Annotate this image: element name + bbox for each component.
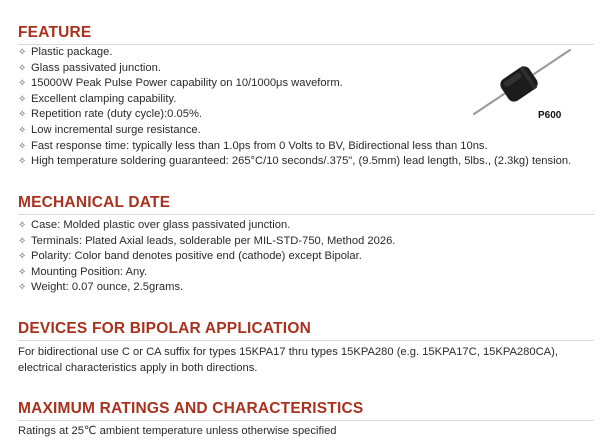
bullet-icon: ✧ <box>18 93 27 105</box>
ratings-heading: MAXIMUM RATINGS AND CHARACTERISTICS <box>18 400 364 417</box>
bullet-icon: ✧ <box>18 109 27 121</box>
feature-item: ✧ 15000W Peak Pulse Power capability on 10/1000μs waveform. <box>18 76 571 92</box>
feature-heading: FEATURE <box>18 24 92 41</box>
feature-item: ✧ Low incremental surge resistance. <box>18 123 571 139</box>
bipolar-heading: DEVICES FOR BIPOLAR APPLICATION <box>18 320 311 337</box>
feature-item: ✧ Repetition rate (duty cycle):0.05%. <box>18 107 571 123</box>
mechanical-heading: MECHANICAL DATE <box>18 194 171 211</box>
bipolar-divider <box>18 340 594 341</box>
bullet-icon: ✧ <box>18 140 27 152</box>
mechanical-item: ✧ Case: Molded plastic over glass passivated junction. <box>18 218 395 234</box>
feature-item: ✧ Fast response time: typically less than 1.0ps from 0 Volts to BV, Bidirectional less than 10ns. <box>18 139 571 155</box>
bullet-icon: ✧ <box>18 124 27 136</box>
ratings-divider <box>18 420 594 421</box>
feature-item: ✧ Excellent clamping capability. <box>18 92 571 108</box>
bullet-icon: ✧ <box>18 156 27 168</box>
bullet-icon: ✧ <box>18 47 27 58</box>
bullet-icon: ✧ <box>18 62 27 74</box>
ratings-paragraph: Ratings at 25℃ ambient temperature unless otherwise specified <box>18 425 337 437</box>
p600-package-image <box>468 36 586 136</box>
mechanical-divider <box>18 214 594 215</box>
feature-item: ✧ Plastic package. <box>18 45 571 61</box>
mechanical-item: ✧ Weight: 0.07 ounce, 2.5grams. <box>18 280 395 296</box>
bullet-icon: ✧ <box>18 251 27 263</box>
bullet-icon: ✧ <box>18 282 27 294</box>
feature-item: ✧ Glass passivated junction. <box>18 61 571 77</box>
mechanical-list <box>18 218 395 296</box>
axial-diode-icon <box>468 36 586 136</box>
mechanical-item: ✧ Polarity: Color band denotes positive end (cathode) except Bipolar. <box>18 249 395 265</box>
feature-item: ✧ High temperature soldering guaranteed: 265°C/10 seconds/.375", (9.5mm) lead length, 5lbs., (2.3kg) tension. <box>18 154 571 170</box>
package-label: P600 <box>538 110 562 121</box>
bullet-icon: ✧ <box>18 220 27 231</box>
mechanical-item: ✧ Mounting Position: Any. <box>18 265 395 281</box>
mechanical-item: ✧ Terminals: Plated Axial leads, solderable per MIL-STD-750, Method 2026. <box>18 234 395 250</box>
bipolar-paragraph: For bidirectional use C or CA suffix for types 15KPA17 thru types 15KPA280 (e.g. 15KPA17C, 15KPA280CA), electrical characteristics apply in both directions. <box>18 346 558 374</box>
bullet-icon: ✧ <box>18 235 27 247</box>
bullet-icon: ✧ <box>18 78 27 90</box>
bullet-icon: ✧ <box>18 266 27 278</box>
